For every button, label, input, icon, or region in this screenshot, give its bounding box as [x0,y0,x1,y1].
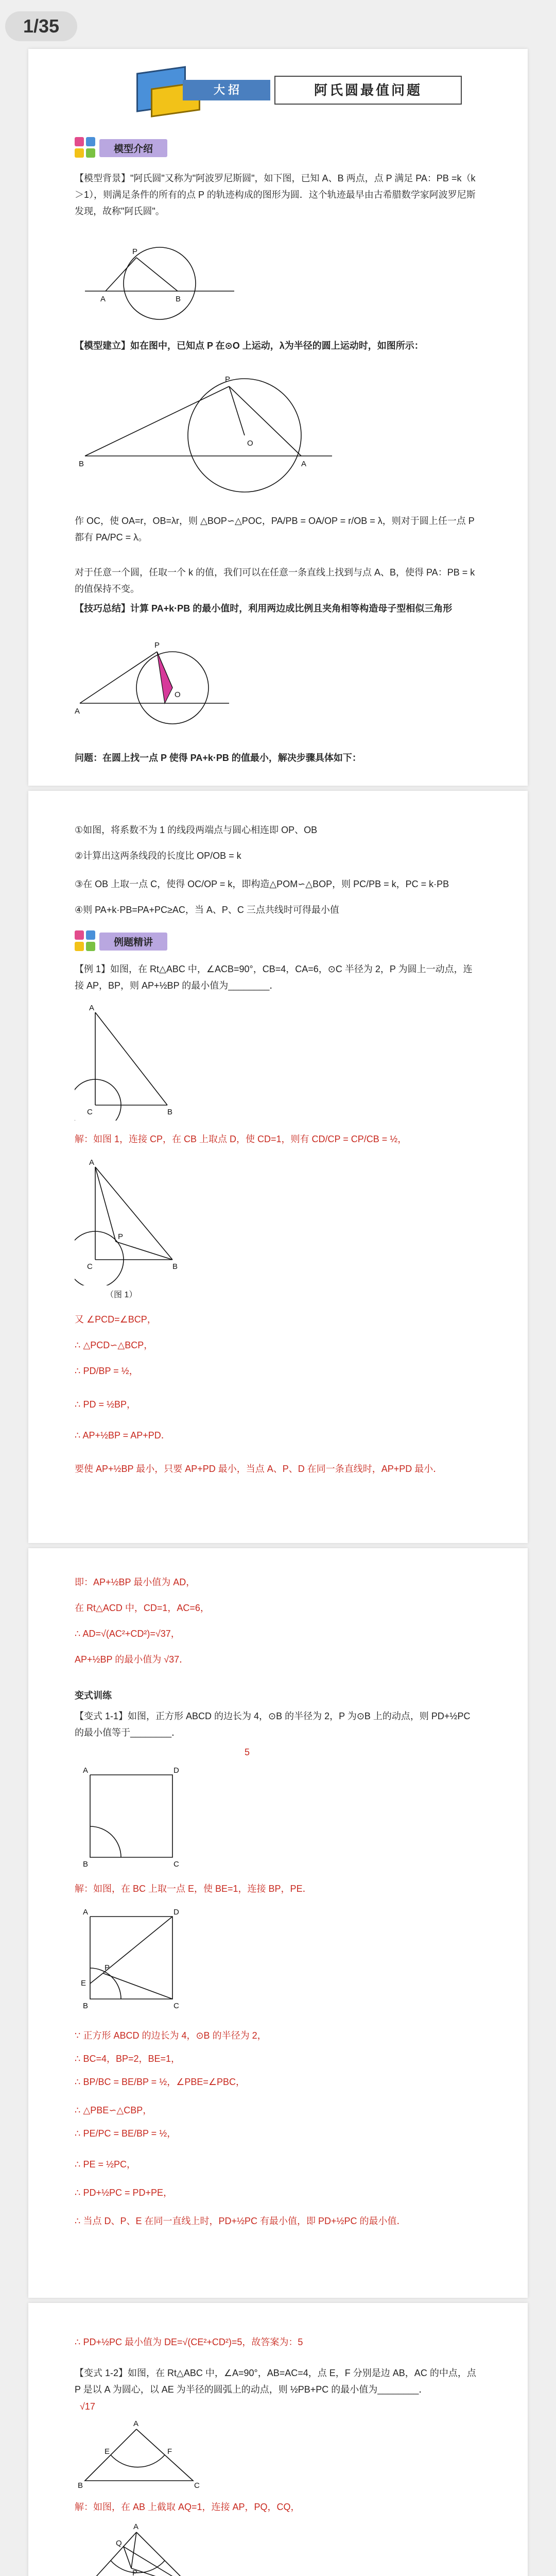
model-derivation: 作 OC，使 OA=r，OB=λr，则 △BOP∽△POC，PA/PB = OA/OP = r/OB = λ，则对于圆上任一点 P 都有 PA/PC = λ。 [75,516,475,543]
header-tag: 大 招 [183,80,270,100]
solution-line: 在 Rt△ACD 中，CD=1，AC=6， [75,1603,210,1613]
document-page-3 [28,1548,528,2298]
solution-line-6: ∴ AP+½BP = AP+PD． [75,1430,170,1440]
solution-line: ∴ BP/BC = BE/BP = ½，∠PBE=∠PBC， [75,2077,246,2087]
svg-text:C: C [87,1262,93,1271]
svg-text:P: P [132,2569,138,2576]
problem-statement: 问题：在圆上找一点 P 使得 PA+k·PB 的值最小，解决步骤具体如下： [75,753,361,763]
svg-text:D: D [173,1766,179,1775]
model-background: 【模型背景】"阿氏圆"又称为"阿波罗尼斯圆"，如下图，已知 A、B 两点，点 P 满足 PA：PB =k（k＞1），则满足条件的所有的点 P 的轨迹构成的图形为圆．这个轨迹最早由古希腊数学家阿波罗尼斯发现，故称"阿氏圆"。 [75,173,476,216]
example-1-solution-figure [75,1157,188,1285]
solution-line: ∵ 正方形 ABCD 的边长为 4，⊙B 的半径为 2， [75,2030,267,2041]
solution-line-7: 要使 AP+½BP 最小，只要 AP+PD 最小，当点 A、P、D 在同一条直线时，AP+PD 最小． [75,1464,443,1474]
document-page-4 [28,2303,528,2576]
svg-text:P: P [154,641,160,650]
svg-text:A: A [83,1908,89,1917]
svg-text:C: C [173,1860,179,1869]
svg-text:O: O [247,439,253,448]
step-2: ②计算出这两条线段的长度比 OP/OB = k [75,851,241,861]
svg-text:O: O [175,690,181,699]
svg-text:A: A [133,2419,139,2428]
step-4: ④则 PA+k·PB=PA+PC≥AC，当 A、P、C 三点共线时可得最小值 [75,905,339,915]
document-page-1 [28,49,528,786]
section-icon [75,137,96,159]
page-indicator: 1/35 [5,11,77,41]
example-1-figure [75,1002,178,1121]
svg-text:P: P [118,1232,124,1241]
section-label: 例题精讲 [99,933,167,951]
solution-line: ∴ BC=4，BP=2，BE=1， [75,2054,181,2064]
solution-line-3: ∴ △PCD∽△BCP， [75,1340,153,1350]
solution-line: ∴ AD=√(AC²+CD²)=√37， [75,1629,180,1639]
document-page-2 [28,791,528,1543]
step-3: ③在 OB 上取一点 C，使得 OC/OP = k，即构造△POM∽△BOP，则 PC/PB = k，PC = k·PB [75,879,449,889]
solution-line: ∴ △PBE∽△CBP， [75,2105,152,2115]
svg-text:B: B [176,295,181,303]
svg-text:C: C [87,1108,93,1116]
svg-text:D: D [173,1908,179,1917]
triangle-figure [75,2419,203,2491]
section-heading-examples [75,930,167,953]
solution-line: ∴ PD+½PC = PD+PE， [75,2188,173,2198]
solution-line: ∴ PE/PC = BE/BP = ½， [75,2128,177,2139]
technique-figure [75,631,239,734]
variant-1-2: 【变式 1-2】如图，在 Rt△ABC 中，∠A=90°，AB=AC=4，点 E，F 分别是边 AB，AC 的中点，点 P 是以 A 为圆心，以 AE 为半径的圆弧上的动点，则 ½PB+PC 的最小值为________． [75,2368,476,2395]
svg-text:A: A [89,1158,95,1167]
square-figure [75,1765,188,1873]
figure-caption: （图 1） [106,1291,137,1299]
svg-text:B: B [167,1108,173,1116]
svg-text:A: A [301,460,307,468]
answer: 5 [245,1747,250,1757]
solution-line: AP+½BP 的最小值为 √37． [75,1654,189,1665]
solution-line-5: ∴ PD = ½BP， [75,1399,136,1410]
svg-text:F: F [167,2447,172,2456]
answer: √17 [80,2401,95,2412]
svg-text:Q: Q [116,2539,122,2548]
variant-1-1: 【变式 1-1】如图，正方形 ABCD 的边长为 4，⊙B 的半径为 2，P 为⊙B 上的动点，则 PD+½PC 的最小值等于________． [75,1711,471,1738]
solution-line: 解：如图，在 AB 上截取 AQ=1，连接 AP，PQ，CQ， [75,2502,300,2512]
svg-text:P: P [225,375,231,384]
square-solution-figure [75,1906,188,2020]
solution-line: 即：AP+½BP 最小值为 AD， [75,1577,196,1587]
svg-text:B: B [78,2481,83,2490]
model-setup: 【模型建立】如在图中，已知点 P 在⊙O 上运动，λ为半径的圆上运动时，如图所示： [75,341,424,351]
page-title: 阿氏圆最值问题 [274,76,462,105]
svg-text:A: A [75,707,80,716]
solution-line: ∴ 当点 D、P、E 在同一直线上时，PD+½PC 有最小值，即 PD+½PC 的最小值． [75,2216,406,2226]
svg-text:A: A [83,1766,89,1775]
svg-text:A: A [89,1004,95,1012]
header-banner [136,64,471,116]
example-1: 【例 1】如图，在 Rt△ABC 中，∠ACB=90°，CB=4，CA=6，⊙C 半径为 2，P 为圆上一动点，连接 AP，BP，则 AP+½BP 的最小值为________． [75,964,473,991]
svg-text:E: E [105,2447,110,2456]
svg-text:E: E [81,1979,86,1988]
svg-text:B: B [83,2002,89,2010]
variant-heading: 变式训练 [75,1690,112,1701]
svg-text:B: B [79,460,84,468]
solution-line: ∴ PE = ½PC， [75,2159,136,2170]
svg-text:P: P [105,1963,110,1972]
step-1: ①如图，将系数不为 1 的线段两端点与圆心相连即 OP、OB [75,825,318,835]
solution-line-2: 又 ∠PCD=∠BCP， [75,1314,157,1325]
svg-text:C: C [173,2002,179,2010]
solution-line-1: 解：如图 1，连接 CP，在 CB 上取点 D，使 CD=1，则有 CD/CP = CP/CB = ½， [75,1134,407,1144]
svg-text:B: B [172,1262,178,1271]
apollonius-figure [75,234,245,327]
svg-text:P: P [132,247,138,256]
solution-line: ∴ PD+½PC 最小值为 DE=√(CE²+CD²)=5，故答案为：5 [75,2337,303,2347]
solution-line-4: ∴ PD/BP = ½， [75,1366,138,1376]
section-heading-model [75,137,167,159]
triangle-solution-figure [75,2522,203,2576]
technique-summary: 【技巧总结】计算 PA+k·PB 的最小值时，利用两边成比例且夹角相等构造母子型相似三角形 [75,603,453,614]
solution-line: 解：如图，在 BC 上取一点 E，使 BE=1，连接 BP，PE． [75,1884,312,1894]
svg-text:A: A [133,2522,139,2531]
model-figure [75,363,342,507]
section-icon [75,930,96,952]
svg-text:A: A [100,295,106,303]
section-label: 模型介绍 [99,139,167,157]
svg-text:C: C [194,2481,200,2490]
model-note: 对于任意一个圆，任取一个 k 的值，我们可以在任意一条直线上找到与点 A、B，使得 PA：PB = k 的值保持不变。 [75,567,475,594]
svg-text:B: B [83,1860,89,1869]
